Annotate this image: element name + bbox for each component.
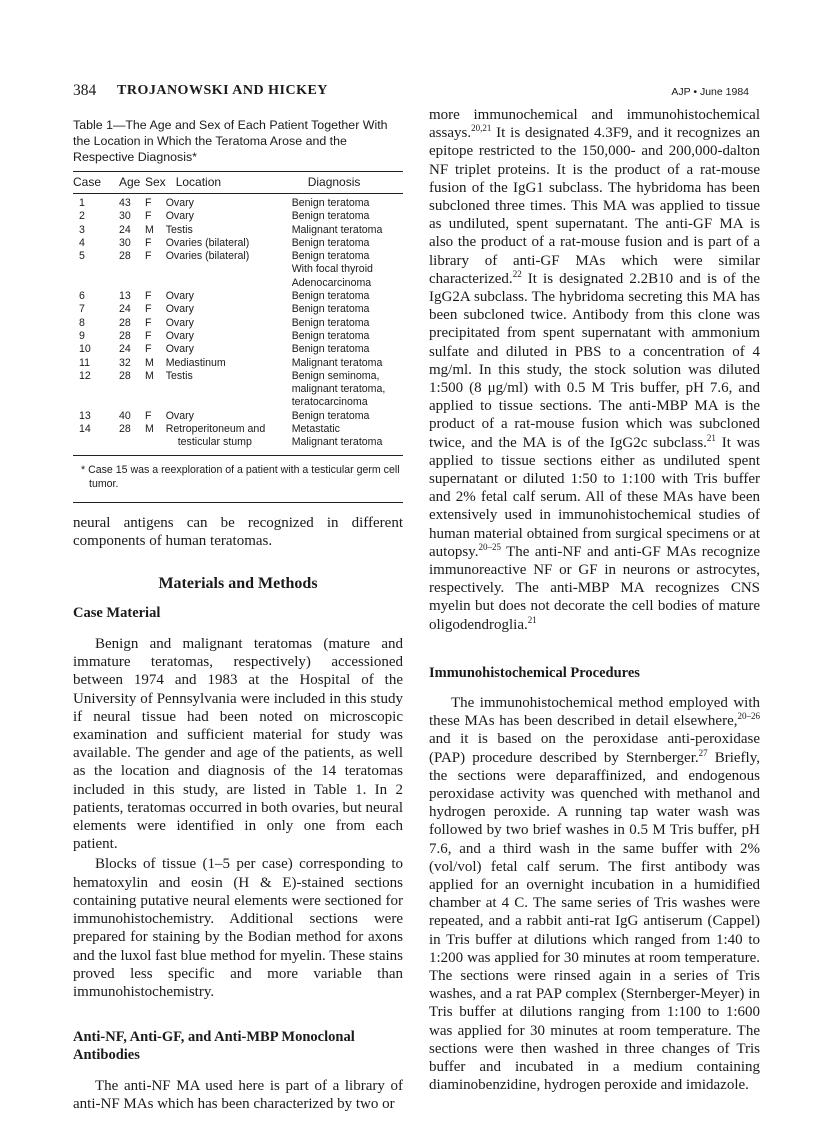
- cell-location: [166, 423, 292, 450]
- text-run: The anti-NF and anti-GF MAs recognize immunoreactive NF or GF in neurons or astrocytes, respectively. The anti-MBP MA recognizes CNS myelin but does not decorate the cell bodies of mature oligodendroglia.: [429, 543, 760, 633]
- citation: 22: [512, 268, 522, 279]
- cell-case: 12: [79, 369, 91, 382]
- cell-sex: F: [145, 316, 152, 329]
- cell-age: 24: [119, 303, 131, 316]
- cell-age: 40: [119, 409, 131, 422]
- subsection-heading-case-material: Case Material: [73, 605, 161, 622]
- cell-diagnosis: [292, 210, 403, 223]
- cell-location: [166, 224, 292, 237]
- table-body: [73, 194, 403, 450]
- cell-location: [166, 343, 292, 356]
- location-line: Ovary: [165, 210, 194, 223]
- cell-case: 6: [79, 290, 85, 303]
- location-line: Testis: [165, 369, 193, 382]
- cell-location: [166, 317, 292, 330]
- cell-age: 28: [119, 250, 131, 263]
- table-row: [73, 237, 403, 250]
- diagnosis-line: Benign teratoma: [291, 197, 370, 209]
- cell-location: [166, 210, 292, 223]
- left-column: [73, 117, 403, 1114]
- cell-location: [166, 303, 292, 316]
- running-authors: TROJANOWSKI AND HICKEY: [117, 83, 328, 98]
- location-line: Mediastinum: [165, 356, 226, 369]
- table-row: [73, 194, 403, 211]
- location-line: Ovary: [165, 316, 194, 329]
- text-run: Briefly, the sections were deparaffinized, and endogenous peroxidase activity was quenched with methanol and hydrogen peroxide. A running tap water wash was followed by two brief washes in 0.5 M Tris buffer, pH 7.6, and a third wash in the same buffer with 2% (vol/vol) fetal calf serum. The first antibody was applied for an overnight incubation in a humidified chamber at 4 C. The same series of Tris washes were repeated, and a rabbit anti-rat IgG antiserum (Cappel) in Tris buffer at dilutions which ranged from 1:40 to 1:200 was applied for 30 minutes at room temperature. The sections were rinsed again in a series of Tris washes, and a rat PAP complex (Sternberger-Meyer) in Tris buffer at dilutions ranging from 1:100 to 1:600 was applied for 30 minutes at room temperature. The sections were then washed in three changes of Tris buffer and incubated in a medium containing diaminobenzidine, hydrogen peroxide and imidazole.: [429, 749, 760, 1094]
- text-run: It was applied to tissue sections either as undiluted spent supernatant or diluted 1:50 to 1:100 with Tris buffer and 2% fetal calf serum. All of these MAs have been extensively used in immunohistochemical studies of human material obtained from surgical specimens or at autopsy.: [429, 434, 760, 560]
- location-line: testicular stump: [177, 436, 252, 449]
- cell-case: 5: [79, 250, 85, 263]
- cell-case: 9: [79, 329, 85, 342]
- cell-location: [166, 237, 292, 250]
- cell-case: 1: [79, 197, 85, 209]
- continuation-paragraph: neural antigens can be recognized in different components of human teratomas.: [73, 514, 403, 549]
- column-header-location: Location: [166, 172, 292, 194]
- diagnosis-line: Benign teratoma: [291, 210, 370, 223]
- location-line: Ovary: [165, 197, 194, 209]
- subsection-heading-immunohistochemical: Immunohistochemical Procedures: [429, 664, 640, 681]
- diagnosis-line: Benign teratoma: [291, 329, 370, 342]
- antibodies-continuation-paragraph: [429, 106, 760, 634]
- column-header-diagnosis: Diagnosis: [292, 172, 403, 194]
- cell-sex: F: [145, 290, 152, 303]
- section-heading-materials-methods: Materials and Methods: [158, 575, 318, 593]
- cell-case: 13: [79, 409, 91, 422]
- citation: 21: [706, 432, 716, 443]
- cell-diagnosis: [292, 194, 403, 211]
- table-footnote: * Case 15 was a reexploration of a patient with a testicular germ cell tumor.: [81, 463, 400, 490]
- cell-diagnosis: [292, 290, 403, 303]
- cell-case: 3: [79, 223, 85, 236]
- cell-sex: F: [145, 303, 152, 316]
- diagnosis-line: Benign teratoma: [291, 316, 370, 329]
- column-header-case: Case: [73, 172, 119, 194]
- table-row: [73, 370, 403, 410]
- cell-case: 7: [79, 303, 85, 316]
- diagnosis-line: teratocarcinoma: [291, 396, 368, 409]
- subsection-heading-antibodies: Anti-NF, Anti-GF, and Anti-MBP Monoclonal Antibodies: [73, 1029, 355, 1064]
- cell-diagnosis: [292, 303, 403, 316]
- cell-sex: M: [145, 369, 154, 382]
- cell-sex: M: [145, 223, 154, 236]
- table-row: [73, 210, 403, 223]
- text-run: more immunochemical and immunohistochemical assays.: [429, 107, 760, 142]
- cell-age: 43: [119, 197, 131, 209]
- text-run: and it is based on the peroxidase anti-peroxidase (PAP) procedure described by Sternberger.: [429, 731, 760, 766]
- diagnosis-line: Benign teratoma: [291, 290, 370, 303]
- location-line: Ovary: [165, 290, 194, 303]
- antibodies-paragraph: The anti-NF MA used here is part of a library of anti-NF MAs which has been characterized by two or: [73, 1078, 403, 1113]
- table-header-row: [73, 172, 403, 194]
- cell-location: [166, 357, 292, 370]
- cell-location: [166, 370, 292, 410]
- running-header: [73, 82, 749, 104]
- diagnosis-line: Benign teratoma: [291, 250, 370, 263]
- text-run: It is designated 4.3F9, and it recognizes an epitope restricted to the 150,000- and 200,000-dalton NF triplet proteins. It is the product of a rat-mouse fusion of the IgG1 subclass. The hybridoma has been subcloned three times. This MA was applied to tissue as undiluted, spent supernatant. The anti-GF MA is also the product of a rat-mouse fusion and is part of a library of anti-GF MAs which were similar characterized.: [429, 125, 760, 287]
- table-bottom-rule: [73, 455, 403, 456]
- cell-age: 24: [119, 343, 131, 356]
- cell-sex: F: [145, 329, 152, 342]
- cell-age: 24: [119, 223, 131, 236]
- cell-sex: F: [145, 197, 152, 209]
- cell-sex: F: [145, 210, 152, 223]
- table-row: [73, 343, 403, 356]
- location-line: Ovary: [165, 343, 194, 356]
- table-row: [73, 317, 403, 330]
- diagnosis-line: Metastatic: [291, 423, 340, 436]
- case-table: [73, 171, 403, 450]
- citation: 20–25: [478, 541, 501, 552]
- cell-age: 13: [119, 290, 131, 303]
- diagnosis-line: Benign seminoma,: [291, 369, 380, 382]
- citation: 20,21: [471, 123, 492, 134]
- cell-age: 28: [119, 423, 131, 436]
- cell-location: [166, 330, 292, 343]
- citation: 27: [698, 747, 708, 758]
- cell-diagnosis: [292, 317, 403, 330]
- diagnosis-line: Malignant teratoma: [291, 223, 383, 236]
- table-row: [73, 224, 403, 237]
- diagnosis-line: Adenocarcinoma: [291, 276, 372, 289]
- diagnosis-line: Malignant teratoma: [291, 356, 383, 369]
- citation: 21: [527, 614, 537, 625]
- cell-diagnosis: [292, 250, 403, 290]
- location-line: Ovaries (bilateral): [165, 250, 250, 263]
- cell-diagnosis: [292, 370, 403, 410]
- location-line: Retroperitoneum and: [165, 423, 266, 436]
- cell-diagnosis: [292, 410, 403, 423]
- cell-age: 28: [119, 316, 131, 329]
- cell-case: 10: [79, 343, 91, 356]
- text-run: It is designated 2.2B10 and is of the IgG2A subclass. The hybridoma secreting this MA has been subcloned twice. Antibody from this clone was precipitated from spent supernatant with ammonium sulfate and diluted in PBS to a concentration of 4 mg/ml. In this study, the stock solution was diluted 1:500 (8 μg/ml) with 0.5 M Tris buffer, pH 7.6, and applied to tissue sections. The anti-MBP MA is the product of a rat-mouse fusion which was subcloned twice, and the MA is of the IgG2c subclass.: [429, 270, 760, 451]
- table-row: [73, 250, 403, 290]
- cell-age: 30: [119, 236, 131, 249]
- table-row: [73, 330, 403, 343]
- cell-diagnosis: [292, 343, 403, 356]
- table-separator-rule: [73, 502, 403, 503]
- case-material-paragraph-1: Benign and malignant teratomas (mature and immature teratomas, respectively) accessioned between 1974 and 1983 at the Hospital of the University of Pennsylvania were included in this study if neural tissue had been noted on microscopic examination and sufficient material for study was available. The gender and age of the patients, as well as the location and diagnosis of the 14 teratomas included in this study, are listed in Table 1. In 2 patients, teratomas occurred in both ovaries, but neural elements were identified in only one from each patient.: [73, 636, 403, 853]
- journal-issue: AJP • June 1984: [671, 86, 749, 98]
- location-line: Ovaries (bilateral): [165, 236, 250, 249]
- diagnosis-line: Benign teratoma: [291, 236, 370, 249]
- cell-location: [166, 194, 292, 211]
- cell-case: 2: [79, 210, 85, 223]
- cell-sex: F: [145, 236, 152, 249]
- cell-sex: F: [145, 409, 152, 422]
- case-material-paragraph-2: Blocks of tissue (1–5 per case) corresponding to hematoxylin and eosin (H & E)-stained sections containing putative neural elements were sectioned for immunohistochemistry. Additional sections were prepared for staining by the Bodian method for axons and the luxol fast blue method for myelin. These stains proved less specific and more variable than immunohistochemistry.: [73, 856, 403, 1000]
- location-line: Ovary: [165, 409, 194, 422]
- cell-diagnosis: [292, 237, 403, 250]
- table-row: [73, 423, 403, 450]
- cell-location: [166, 250, 292, 290]
- table-row: [73, 290, 403, 303]
- location-line: Testis: [165, 223, 193, 236]
- table-1: [73, 117, 403, 503]
- cell-sex: F: [145, 343, 152, 356]
- cell-case: 14: [79, 423, 91, 436]
- table-caption: Table 1—The Age and Sex of Each Patient Together With the Location in Which the Teratoma Arose and the Respective Diagnosis*: [73, 118, 388, 164]
- cell-case: 11: [79, 356, 90, 369]
- text-run: The immunohistochemical method employed with these MAs has been described in detail elsewhere,: [429, 694, 760, 730]
- immunohistochemical-paragraph: [429, 694, 760, 1094]
- diagnosis-line: Benign teratoma: [291, 303, 370, 316]
- cell-sex: F: [145, 250, 152, 263]
- location-line: Ovary: [165, 329, 194, 342]
- location-line: Ovary: [165, 303, 194, 316]
- cell-diagnosis: [292, 224, 403, 237]
- diagnosis-line: malignant teratoma,: [291, 383, 386, 396]
- diagnosis-line: Benign teratoma: [291, 343, 370, 356]
- cell-age: 28: [119, 369, 131, 382]
- right-column: [429, 106, 760, 1094]
- table-row: [73, 410, 403, 423]
- cell-diagnosis: [292, 357, 403, 370]
- cell-diagnosis: [292, 423, 403, 450]
- diagnosis-line: Benign teratoma: [291, 409, 370, 422]
- cell-age: 28: [119, 329, 131, 342]
- cell-age: 30: [119, 210, 131, 223]
- table-row: [73, 357, 403, 370]
- cell-age: 32: [119, 356, 131, 369]
- cell-diagnosis: [292, 330, 403, 343]
- citation: 20–26: [737, 711, 760, 722]
- diagnosis-line: With focal thyroid: [291, 263, 373, 276]
- cell-case: 8: [79, 316, 85, 329]
- diagnosis-line: Malignant teratoma: [291, 436, 383, 449]
- cell-case: 4: [79, 236, 85, 249]
- column-header-sex: Sex: [145, 172, 166, 194]
- cell-location: [166, 410, 292, 423]
- cell-sex: M: [145, 356, 154, 369]
- cell-location: [166, 290, 292, 303]
- cell-sex: M: [145, 423, 154, 436]
- page-number: 384: [73, 82, 97, 99]
- column-header-age: Age: [119, 172, 145, 194]
- table-row: [73, 303, 403, 316]
